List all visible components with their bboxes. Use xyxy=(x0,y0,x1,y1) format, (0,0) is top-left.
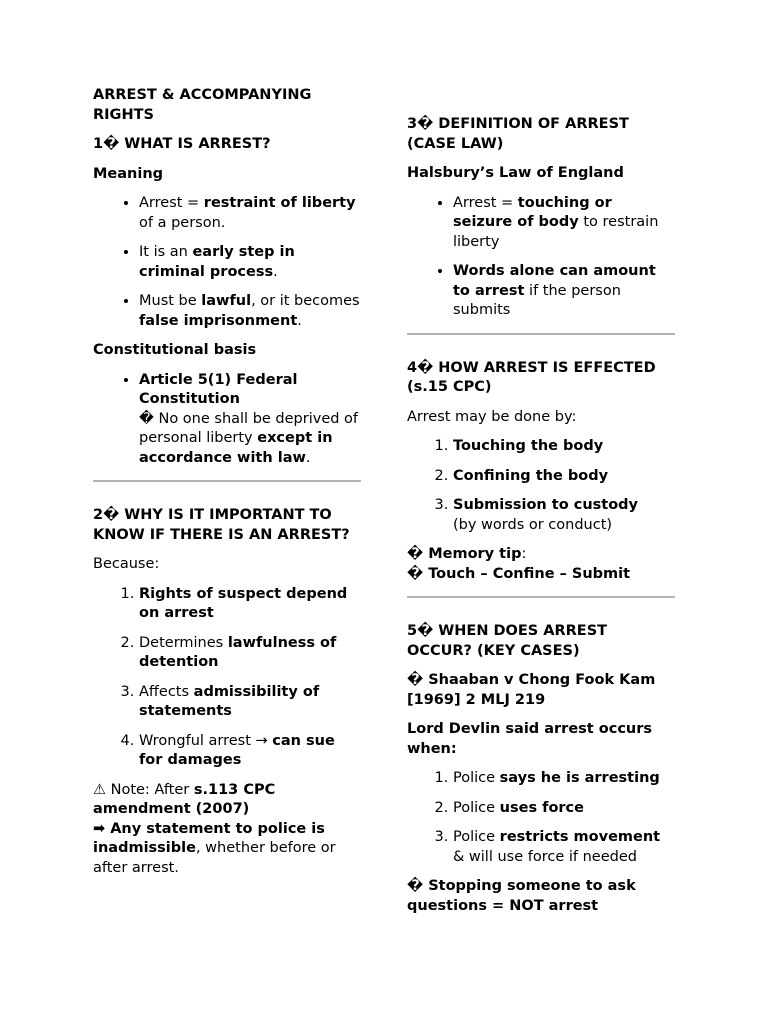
left-column xyxy=(93,86,361,888)
section-5-heading: 5� WHEN DOES ARREST OCCUR? (KEY CASES) xyxy=(407,623,608,659)
arrest-occurs-list xyxy=(407,769,675,867)
section-3-heading: 3� DEFINITION OF ARREST (CASE LAW) xyxy=(407,116,629,152)
list-item: 1. Rights of suspect depend on arrest xyxy=(139,585,361,624)
note-paragraph: ⚠ Note: After s.113 CPC amendment (2007) ➡ Any statement to police is inadmissible, whether before or after arrest. xyxy=(93,781,336,876)
list-item: • Arrest = touching or seizure of body to restrain liberty xyxy=(453,194,675,253)
document-title: ARREST & ACCOMPANYING RIGHTS xyxy=(93,87,312,123)
methods-list xyxy=(407,437,675,535)
basis-list xyxy=(93,371,361,469)
definition-list xyxy=(407,194,675,321)
list-item: • Words alone can amount to arrest if the person submits xyxy=(453,262,675,321)
list-item: 2. Determines lawfulness of detention xyxy=(139,634,361,673)
list-item: • Article 5(1) Federal Constitution � No one shall be deprived of personal liberty except in accordance with law. xyxy=(139,371,361,469)
list-item: 1. Touching the body xyxy=(453,437,675,457)
constitutional-basis-label: Constitutional basis xyxy=(93,342,257,358)
section-4-heading: 4� HOW ARREST IS EFFECTED (s.15 CPC) xyxy=(407,359,656,395)
section-divider xyxy=(407,333,675,335)
list-item: 1. Police says he is arresting xyxy=(453,769,675,789)
list-item: 3. Submission to custody (by words or conduct) xyxy=(453,496,675,535)
list-item: 4. Wrongful arrest → can sue for damages xyxy=(139,732,361,771)
list-item: • Arrest = restraint of liberty of a person. xyxy=(139,194,361,233)
list-item: 2. Confining the body xyxy=(453,467,675,487)
list-item: 3. Police restricts movement & will use force if needed xyxy=(453,828,675,867)
halsbury-label: Halsbury’s Law of England xyxy=(407,165,624,181)
meaning-label: Meaning xyxy=(93,165,164,182)
right-column xyxy=(407,115,675,926)
lord-devlin-text: Lord Devlin said arrest occurs when: xyxy=(407,721,653,757)
meaning-list xyxy=(93,194,361,331)
case-citation: � Shaaban v Chong Fook Kam [1969] 2 MLJ 219 xyxy=(407,672,656,708)
arrest-intro-text: Arrest may be done by: xyxy=(407,408,577,425)
not-arrest-note: � Stopping someone to ask questions = NOT arrest xyxy=(407,878,636,914)
section-divider xyxy=(407,596,675,598)
list-item: • It is an early step in criminal process. xyxy=(139,243,361,282)
list-item: 3. Affects admissibility of statements xyxy=(139,683,361,722)
section-divider xyxy=(93,480,361,482)
reasons-list xyxy=(93,585,361,771)
memory-tip: � Memory tip: � Touch – Confine – Submit xyxy=(407,546,631,582)
section-2-heading: 2� WHY IS IT IMPORTANT TO KNOW IF THERE IS AN ARREST? xyxy=(93,507,350,543)
because-text: Because: xyxy=(93,556,160,572)
section-1-heading: 1� WHAT IS ARREST? xyxy=(93,136,271,152)
list-item: • Must be lawful, or it becomes false imprisonment. xyxy=(139,292,361,331)
list-item: 2. Police uses force xyxy=(453,799,675,819)
